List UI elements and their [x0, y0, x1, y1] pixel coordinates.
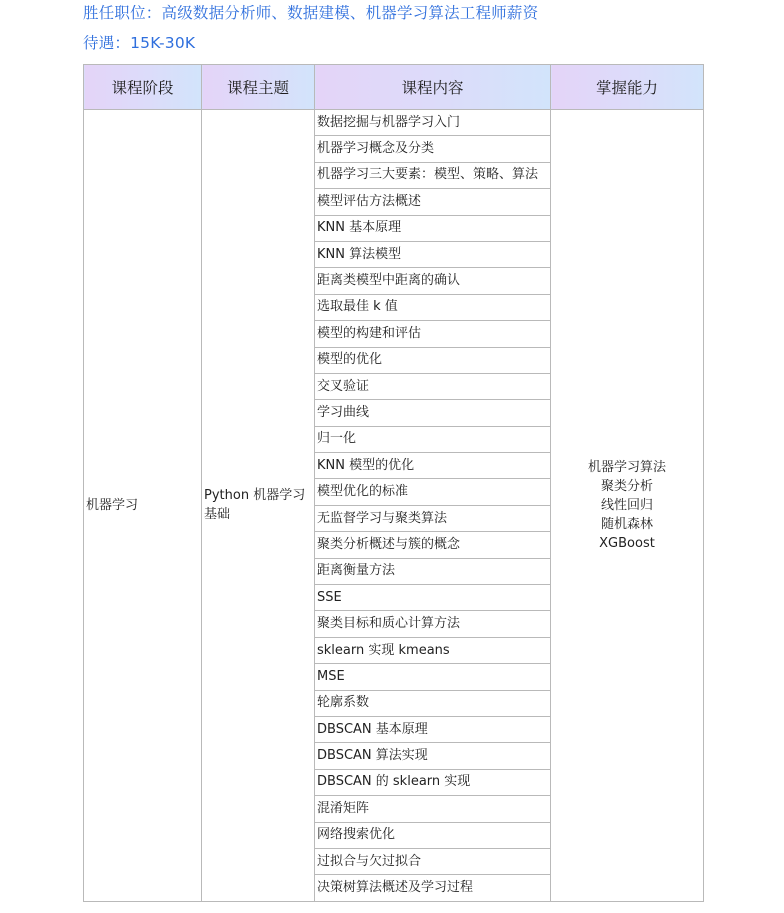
- course-content-item: 选取最佳 k 值: [315, 294, 551, 320]
- table-row: [84, 110, 704, 136]
- course-topic-cell: Python 机器学习基础: [202, 110, 315, 902]
- course-content-item: 数据挖掘与机器学习入门: [315, 110, 551, 136]
- course-content-item: 无监督学习与聚类算法: [315, 505, 551, 531]
- column-header-topic: 课程主题: [202, 65, 315, 110]
- course-content-item: 模型的构建和评估: [315, 321, 551, 347]
- course-content-item: DBSCAN 算法实现: [315, 743, 551, 769]
- course-content-item: 归一化: [315, 426, 551, 452]
- skill-item: 机器学习算法: [587, 459, 666, 475]
- course-content-item: SSE: [315, 585, 551, 611]
- course-content-item: 混淆矩阵: [315, 796, 551, 822]
- course-content-item: 聚类分析概述与簇的概念: [315, 532, 551, 558]
- skills-cell: [551, 110, 704, 902]
- course-content-item: 聚类目标和质心计算方法: [315, 611, 551, 637]
- salary-text: 待遇：15K-30K: [83, 34, 196, 52]
- skill-item: XGBoost: [599, 535, 655, 551]
- course-content-item: DBSCAN 的 sklearn 实现: [315, 769, 551, 795]
- skill-item: 随机森林: [600, 516, 653, 532]
- curriculum-table: [83, 64, 704, 902]
- course-content-item: 网络搜索优化: [315, 822, 551, 848]
- table-body: [84, 110, 704, 902]
- course-content-item: 轮廓系数: [315, 690, 551, 716]
- course-content-item: MSE: [315, 664, 551, 690]
- course-content-item: 距离类模型中距离的确认: [315, 268, 551, 294]
- course-content-item: 模型的优化: [315, 347, 551, 373]
- course-content-item: 过拟合与欠过拟合: [315, 848, 551, 874]
- skill-item: 聚类分析: [600, 478, 653, 494]
- course-content-item: sklearn 实现 kmeans: [315, 637, 551, 663]
- course-content-item: DBSCAN 基本原理: [315, 716, 551, 742]
- curriculum-table-container: [83, 64, 703, 902]
- column-header-skills: 掌握能力: [551, 65, 704, 110]
- column-header-stage: 课程阶段: [84, 65, 202, 110]
- course-content-item: 机器学习概念及分类: [315, 136, 551, 162]
- job-positions-text: 胜任职位：高级数据分析师、数据建模、机器学习算法工程师薪资: [83, 4, 539, 22]
- course-content-item: 决策树算法概述及学习过程: [315, 875, 551, 901]
- course-content-item: 交叉验证: [315, 373, 551, 399]
- course-content-item: 距离衡量方法: [315, 558, 551, 584]
- skill-item: 线性回归: [600, 497, 653, 513]
- course-content-item: KNN 算法模型: [315, 241, 551, 267]
- course-content-item: KNN 基本原理: [315, 215, 551, 241]
- course-content-item: 模型优化的标准: [315, 479, 551, 505]
- column-header-content: 课程内容: [315, 65, 551, 110]
- course-content-item: 学习曲线: [315, 400, 551, 426]
- course-content-item: 模型评估方法概述: [315, 189, 551, 215]
- course-content-item: 机器学习三大要素：模型、策略、算法: [315, 162, 551, 188]
- course-content-item: KNN 模型的优化: [315, 453, 551, 479]
- course-stage-cell: 机器学习: [84, 110, 202, 902]
- table-header-row: [84, 65, 704, 110]
